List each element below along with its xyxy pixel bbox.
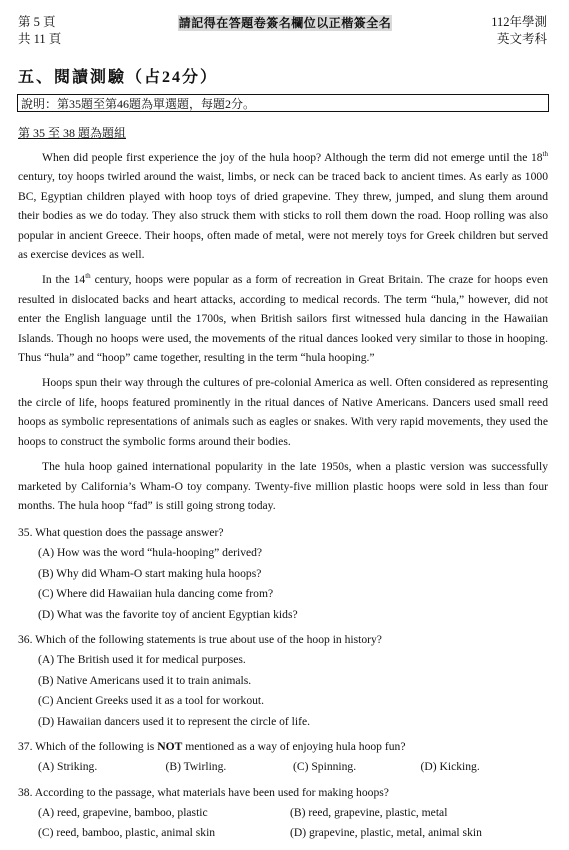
- subject-name: 英文考科: [496, 32, 547, 46]
- option-a[interactable]: (A) Striking.: [38, 760, 98, 773]
- option-a[interactable]: (A) How was the word “hula-hooping” derived?: [38, 546, 263, 559]
- exam-year: 112年學測: [491, 15, 547, 29]
- option-b[interactable]: (B) Native Americans used it to train animals.: [38, 673, 252, 687]
- question-stem: 37. Which of the following is NOT mentioned as a way of enjoying hula hoop fun?: [18, 740, 406, 753]
- question-38: [18, 783, 548, 844]
- question-35: [18, 523, 548, 625]
- option-c[interactable]: (C) reed, bamboo, plastic, animal skin: [38, 826, 216, 839]
- question-stem: 38. According to the passage, what materials have been used for making hoops?: [18, 785, 389, 799]
- instructions-box: 說明：第35題至第46題為單選題，每題2分。: [17, 94, 549, 112]
- question-group-label: 第 35 至 38 題為題組: [18, 126, 127, 140]
- option-c[interactable]: (C) Spinning.: [293, 760, 357, 773]
- question-stem: 35. What question does the passage answer?: [18, 526, 224, 539]
- option-d[interactable]: (D) grapevine, plastic, metal, animal skin: [290, 826, 482, 839]
- section-title: 五、閱讀測驗（占24分）: [18, 69, 219, 86]
- option-d[interactable]: (D) Hawaiian dancers used it to represent the circle of life.: [38, 714, 311, 728]
- page-number: 第 5 頁: [18, 15, 56, 29]
- option-c[interactable]: (C) Ancient Greeks used it as a tool for workout.: [38, 694, 265, 707]
- option-b[interactable]: (B) Why did Wham-O start making hula hoops?: [38, 566, 262, 580]
- question-stem: 36. Which of the following statements is true about use of the hoop in history?: [18, 633, 382, 646]
- signature-notice: 請記得在答題卷簽名欄位以正楷簽全名: [178, 16, 392, 30]
- option-b[interactable]: (B) Twirling.: [165, 760, 227, 773]
- option-list: [18, 543, 548, 625]
- emphasis-not: NOT: [157, 740, 183, 753]
- option-c[interactable]: (C) Where did Hawaiian hula dancing come from?: [38, 587, 274, 600]
- question-37: [18, 737, 548, 778]
- question-list: [18, 523, 548, 849]
- passage-paragraph-4: The hula hoop gained international popularity in the late 1950s, when a plastic version was successfully marketed by California’s Wham-O toy company. Twenty-five million plastic hoops were sold in less than four months. The hula hoop “fad” is still going strong today.: [18, 460, 548, 512]
- question-36: [18, 630, 548, 732]
- passage-paragraph-1: When did people first experience the joy of the hula hoop? Although the term did not emerge until the 18th century, toy hoops twirled around the waist, limbs, or neck can be traced back to ancient times. As early as 1000 BC, Egyptian children played with hoop toys of dried grapevine. They threw, jumped, and slung them around their bodies as we do today. They also struck them with sticks to roll them down the road. Hoop rolling was also popular in ancient Greece. Their hoops, often made of metal, were not merely toys for Greek children but served as exercise devices as well.: [18, 150, 548, 262]
- page-header-left: [18, 14, 61, 48]
- passage-paragraph-3: Hoops spun their way through the cultures of pre-colonial America as well. Often considered as representing the circle of life, hoops featured prominently in the ritual dances of Native Americans. Dancers used small reed hoops as symbolic representations of animals such as eagles or snakes. With very rapid movements, they used the hoops to construct the symbolic forms around their bodies.: [18, 376, 548, 448]
- reading-passage: [18, 148, 548, 515]
- option-list: [18, 803, 548, 844]
- page-total: 共 11 頁: [18, 32, 62, 46]
- option-a[interactable]: (A) reed, grapevine, bamboo, plastic: [38, 805, 208, 819]
- option-d[interactable]: (D) What was the favorite toy of ancient Egyptian kids?: [38, 607, 298, 621]
- page-header-right: [491, 14, 547, 48]
- option-list: [18, 757, 548, 778]
- option-row: [38, 803, 548, 824]
- option-b[interactable]: (B) reed, grapevine, plastic, metal: [290, 805, 448, 819]
- option-list: [18, 650, 548, 732]
- option-d[interactable]: (D) Kicking.: [420, 760, 480, 773]
- option-a[interactable]: (A) The British used it for medical purposes.: [38, 653, 246, 666]
- passage-paragraph-2: In the 14th century, hoops were popular as a form of recreation in Great Britain. The craze for hoops even resulted in dislocated backs and heart attacks, according to medical records. The term “hula,” however, did not enter the English language until the 1700s, when British sailors first witnessed hula dancing in the Hawaiian Islands. Though no hoops were used, the movements of the ritual dances looked very similar to those in hooping. Thus “hula” and “hoop” came together, resulting in the term “hula hooping.”: [18, 272, 549, 365]
- option-row: [38, 823, 548, 844]
